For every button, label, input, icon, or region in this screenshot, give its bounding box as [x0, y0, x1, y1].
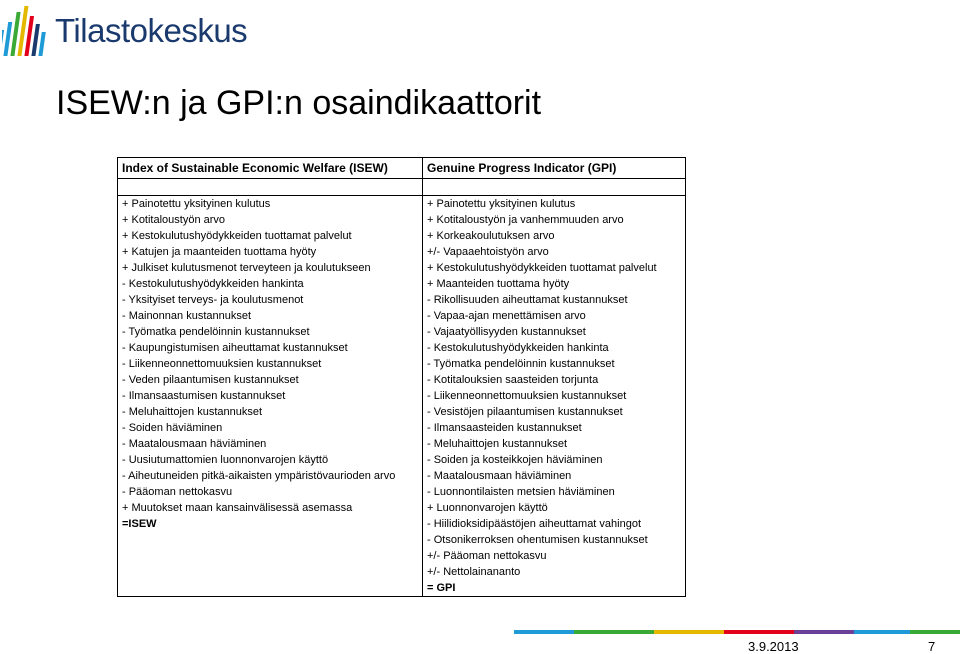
gpi-item: - Luonnontilaisten metsien häviäminen [423, 484, 686, 500]
table-row [118, 436, 686, 452]
gpi-item: - Rikollisuuden aiheuttamat kustannukset [423, 292, 686, 308]
table-row [118, 564, 686, 580]
bar-segment [574, 630, 654, 634]
table-row [118, 228, 686, 244]
table-row [118, 580, 686, 597]
isew-item [118, 564, 423, 580]
table-row [118, 468, 686, 484]
isew-item: - Pääoman nettokasvu [118, 484, 423, 500]
gpi-item: - Liikenneonnettomuuksien kustannukset [423, 388, 686, 404]
indicator-table [117, 157, 686, 597]
table-row [118, 420, 686, 436]
isew-item: - Kestokulutushyödykkeiden hankinta [118, 276, 423, 292]
isew-item: - Ilmansaastumisen kustannukset [118, 388, 423, 404]
table-spacer-row [118, 179, 686, 196]
bar-segment [654, 630, 724, 634]
isew-item: =ISEW [118, 516, 423, 532]
gpi-item: - Maatalousmaan häviäminen [423, 468, 686, 484]
gpi-item: +/- Vapaaehtoistyön arvo [423, 244, 686, 260]
bar-segment [910, 630, 960, 634]
table-header-row [118, 158, 686, 179]
isew-item: - Maatalousmaan häviäminen [118, 436, 423, 452]
isew-item: - Uusiutumattomien luonnonvarojen käyttö [118, 452, 423, 468]
isew-item: + Kotitaloustyön arvo [118, 212, 423, 228]
page-number: 7 [928, 639, 936, 654]
gpi-item: - Kotitalouksien saasteiden torjunta [423, 372, 686, 388]
isew-item: + Painotettu yksityinen kulutus [118, 196, 423, 213]
table-row [118, 548, 686, 564]
table-row [118, 212, 686, 228]
table-row [118, 532, 686, 548]
gpi-item: - Vajaatyöllisyyden kustannukset [423, 324, 686, 340]
gpi-item: + Kotitaloustyön ja vanhemmuuden arvo [423, 212, 686, 228]
slide-date: 3.9.2013 [748, 639, 799, 654]
isew-item: - Liikenneonnettomuuksien kustannukset [118, 356, 423, 372]
table-row [118, 260, 686, 276]
gpi-item: + Painotettu yksityinen kulutus [423, 196, 686, 213]
table-row [118, 244, 686, 260]
table-row [118, 500, 686, 516]
table-row [118, 356, 686, 372]
isew-item [118, 548, 423, 564]
bar-segment [724, 630, 794, 634]
tilastokeskus-logo [2, 2, 262, 62]
isew-item: - Työmatka pendelöinnin kustannukset [118, 324, 423, 340]
table-row [118, 292, 686, 308]
isew-item: - Mainonnan kustannukset [118, 308, 423, 324]
gpi-header: Genuine Progress Indicator (GPI) [423, 158, 686, 179]
gpi-item: - Vapaa-ajan menettämisen arvo [423, 308, 686, 324]
isew-header: Index of Sustainable Economic Welfare (ISEW) [118, 158, 423, 179]
slide-title: ISEW:n ja GPI:n osaindikaattorit [56, 84, 542, 122]
footer-color-bar [514, 630, 960, 634]
isew-item: - Soiden häviäminen [118, 420, 423, 436]
table-row [118, 340, 686, 356]
table-row [118, 324, 686, 340]
gpi-item: - Ilmansaasteiden kustannukset [423, 420, 686, 436]
isew-item: - Kaupungistumisen aiheuttamat kustannukset [118, 340, 423, 356]
gpi-item: - Otsonikerroksen ohentumisen kustannukset [423, 532, 686, 548]
table-row [118, 388, 686, 404]
isew-item: - Aiheutuneiden pitkä-aikaisten ympäristövaurioden arvo [118, 468, 423, 484]
gpi-item: + Luonnonvarojen käyttö [423, 500, 686, 516]
gpi-item: - Soiden ja kosteikkojen häviäminen [423, 452, 686, 468]
gpi-item: - Kestokulutushyödykkeiden hankinta [423, 340, 686, 356]
gpi-item: + Korkeakoulutuksen arvo [423, 228, 686, 244]
table-row [118, 196, 686, 213]
isew-item: + Muutokset maan kansainvälisessä asemassa [118, 500, 423, 516]
table-row [118, 484, 686, 500]
isew-item: - Yksityiset terveys- ja koulutusmenot [118, 292, 423, 308]
isew-item: + Kestokulutushyödykkeiden tuottamat palvelut [118, 228, 423, 244]
table-row [118, 516, 686, 532]
gpi-item: + Kestokulutushyödykkeiden tuottamat palvelut [423, 260, 686, 276]
gpi-item: = GPI [423, 580, 686, 597]
isew-item: - Meluhaittojen kustannukset [118, 404, 423, 420]
isew-item: - Veden pilaantumisen kustannukset [118, 372, 423, 388]
spacer-cell [423, 179, 686, 196]
bar-segment [514, 630, 574, 634]
isew-item [118, 580, 423, 597]
logo-bars-icon [2, 2, 52, 58]
gpi-item: +/- Nettolainananto [423, 564, 686, 580]
spacer-cell [118, 179, 423, 196]
table-row [118, 308, 686, 324]
gpi-item: + Maanteiden tuottama hyöty [423, 276, 686, 292]
bar-segment [794, 630, 854, 634]
gpi-item: - Hiilidioksidipäästöjen aiheuttamat vahingot [423, 516, 686, 532]
gpi-item: +/- Pääoman nettokasvu [423, 548, 686, 564]
table-row [118, 404, 686, 420]
table-row [118, 276, 686, 292]
table-row [118, 452, 686, 468]
gpi-item: - Meluhaittojen kustannukset [423, 436, 686, 452]
logo-text: Tilastokeskus [55, 12, 248, 49]
gpi-item: - Työmatka pendelöinnin kustannukset [423, 356, 686, 372]
isew-item: + Katujen ja maanteiden tuottama hyöty [118, 244, 423, 260]
table-row [118, 372, 686, 388]
bar-segment [854, 630, 910, 634]
gpi-item: - Vesistöjen pilaantumisen kustannukset [423, 404, 686, 420]
isew-item [118, 532, 423, 548]
isew-item: + Julkiset kulutusmenot terveyteen ja koulutukseen [118, 260, 423, 276]
